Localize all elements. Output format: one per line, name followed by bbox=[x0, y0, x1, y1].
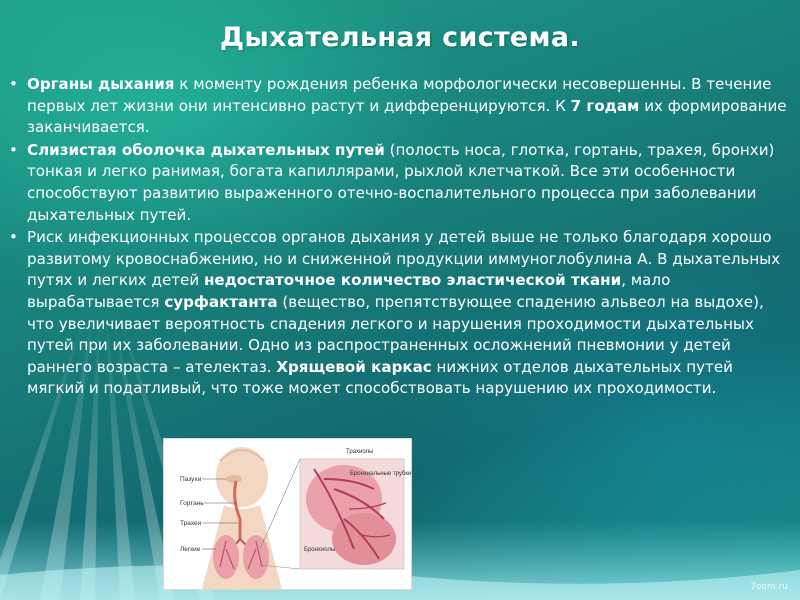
bullet-text bbox=[27, 141, 774, 224]
bullet-text-bold: Хрящевой каркас bbox=[276, 357, 432, 376]
bullet-text-segment: их формирование заканчивается. bbox=[27, 96, 787, 137]
bullet-text bbox=[27, 228, 780, 397]
figure-label: Трахиолы bbox=[346, 449, 374, 455]
figure-label: Пазухи bbox=[180, 476, 202, 483]
bullet-dot-icon: • bbox=[9, 140, 18, 159]
bullet-text-segment: , мало вырабатывается bbox=[27, 271, 671, 311]
bullet-text-bold: недостаточное количество эластической ткани bbox=[203, 271, 622, 290]
figure-label: Бронхиолы bbox=[304, 547, 336, 553]
bullet-item bbox=[8, 74, 792, 139]
respiratory-diagram-icon bbox=[164, 439, 411, 589]
bullet-dot-icon: • bbox=[9, 75, 18, 93]
figure-label: Легкие bbox=[180, 546, 201, 553]
bullet-item bbox=[8, 227, 792, 400]
bullet-list bbox=[8, 74, 792, 401]
bullet-text-segment: нижних отделов дыхательных путей мягкий и податливый, что тоже может способствовать нарушению их проходимости. bbox=[27, 357, 733, 398]
bullet-text-bold: Слизистая оболочка дыхательных путей bbox=[27, 140, 385, 159]
bullet-item bbox=[8, 140, 792, 226]
bullet-text-bold: Органы дыхания bbox=[27, 75, 175, 93]
child-anatomy bbox=[202, 447, 282, 589]
watermark: 7oom.ru bbox=[750, 582, 788, 592]
bullet-text-bold: сурфактанта bbox=[164, 292, 278, 311]
bullet-text-segment: к моменту рождения ребенка морфологически несовершенны. В течение первых лет жизни они интенсивно растут и дифференцируются. К bbox=[27, 75, 772, 115]
bullet-dot-icon: • bbox=[9, 228, 18, 247]
bullet-text-segment: Риск инфекционных процессов органов дыхания у детей выше не только благодаря хорошо развитому кровоснабжению, но и сниженной продукции иммуноглобулина А. В дыхательных путях и легких детей bbox=[27, 228, 781, 290]
bullet-text-bold: 7 годам bbox=[570, 96, 640, 115]
figure-label: Бронхиальные трубки bbox=[350, 471, 411, 477]
respiratory-illustration bbox=[163, 438, 412, 590]
figure-label: Трахея bbox=[180, 520, 202, 527]
bullet-text bbox=[27, 75, 787, 136]
bullet-text-segment: (полость носа, глотка, гортань, трахея, бронхи) тонкая и легко ранимая, богата капиллярами, рыхлой клетчаткой. Все эти особенности способствуют развитию выраженного отечно-воспалительного процесса при заболевании дыхательных путей. bbox=[27, 140, 775, 224]
figure-label: Гортань bbox=[180, 500, 204, 507]
slide-title: Дыхательная система. bbox=[220, 22, 580, 53]
bullet-text-segment: (вещество, препятствующее спадению альвеол на выдохе), что увеличивает вероятность спадения легкого и нарушения проходимости дыхательных путей при их заболевании. Одно из распространенных осложнений пневмонии у детей раннего возраста – ателектаз. bbox=[27, 292, 764, 376]
